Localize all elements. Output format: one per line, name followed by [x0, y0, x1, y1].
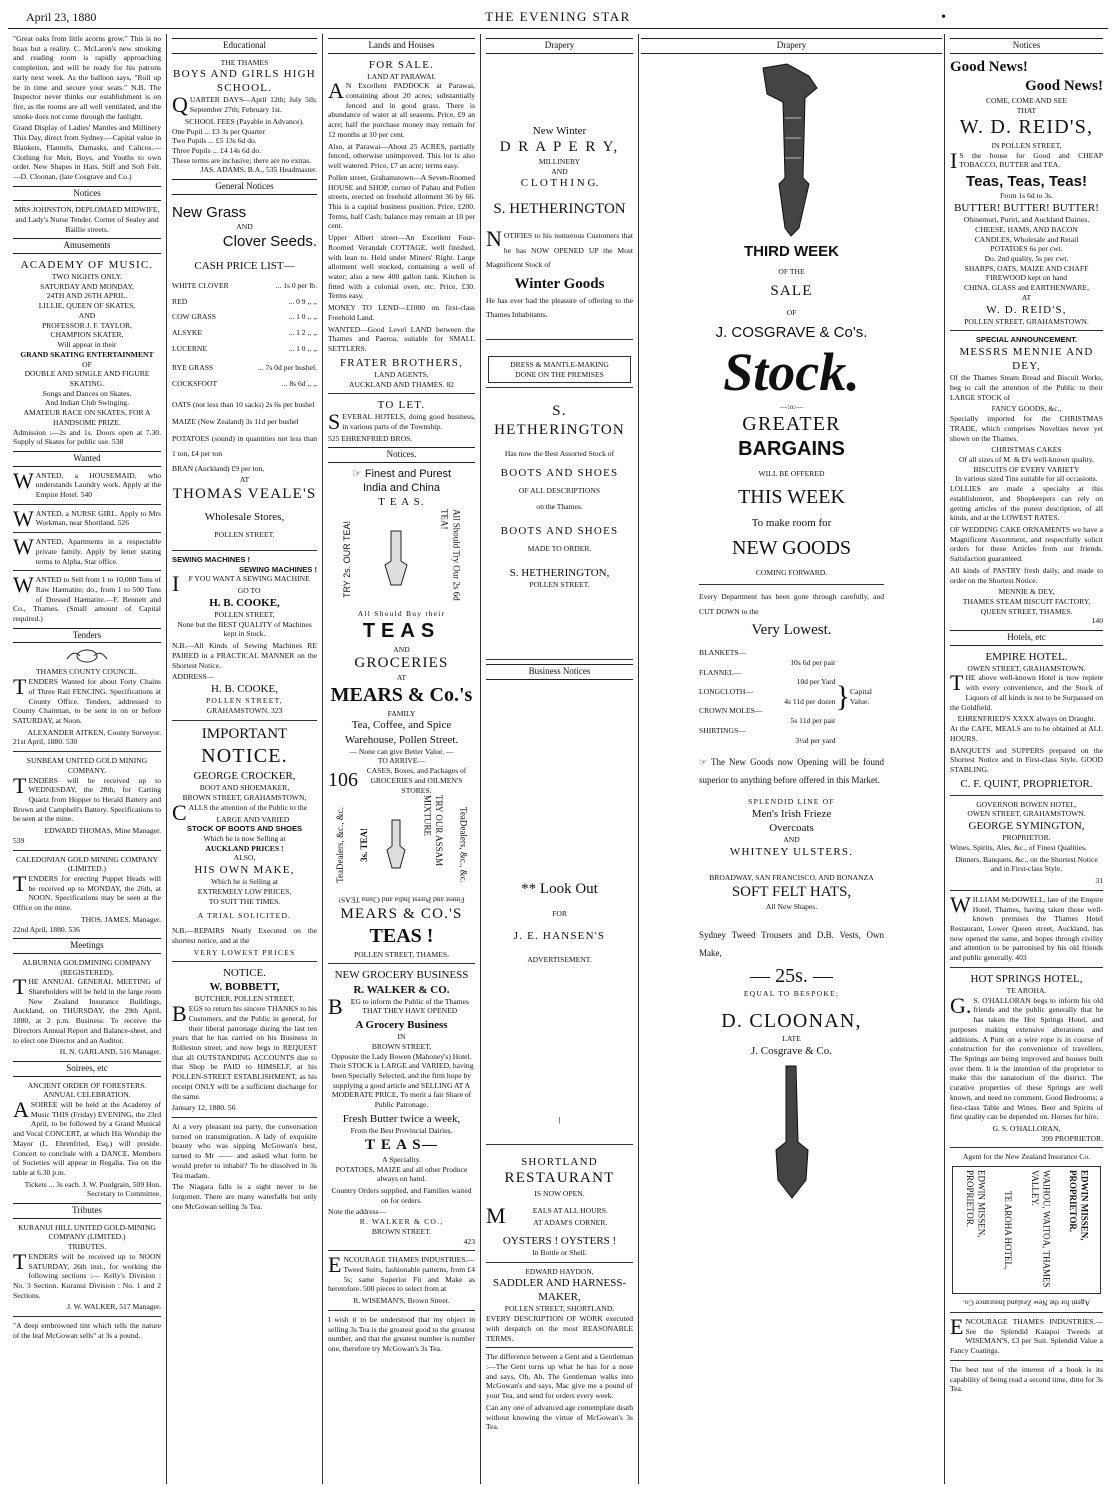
restaurant-headline: RESTAURANT — [504, 1170, 615, 1187]
pointing-hand-icon — [762, 1062, 822, 1202]
section-heading-drapery: Drapery — [641, 38, 942, 54]
column-6: Notices Good News! Good News! COME, COME AND SEE THAT W. D. REID'S, IN POLLEN STREET, IS the house for Good and CHEAP TOBACCO, BUTTER and TEA. Teas, Teas, Teas! From 1s 6d to 3s. BUTTER! BUTTER! BUTTER! Ohinemuri, Puriri, and Auckland Dairies. CHEESE, HAMS, AND BACON CANDLES, Wholesale and Retail POTATOES 6s per cwt. Do. 2nd quality, 5s per cwt. SHARPS, OATS, MAIZE AND CHAFF FIREWOOD kept on hand CHINA, GLASS and EARTHENWARE, AT W. D. REID'S, POLLEN STREET, GRAHAMSTOWN. SPECIAL ANNOUNCEMENT. MESSRS MENNIE AND DEY, Of the Thames Steam Bread and Biscuit Works, beg to call the attention of the Public to their LARGE STOCK of FANCY GOODS, &c., Specially imported for the CHRISTMAS TRADE, which comprises Novelties never yet shown on the Thames. CHRISTMAS CAKES Of all sizes of M. & D's well-known quality. BISCUITS OF EVERY VARIETY In various sized Tins suitable for all occasions. LOLLIES are made a specialty at this establishment, and Shopkeepers can rely on getting articles of the purest description, of all kinds, and at the LOWEST RATES. OF WEDDING CAKE ORNAMENTS we have a Magnificent Assortment, and respectfully solicit orders for these Articles from our friends. Satisfaction guaranteed. All kinds of PASTRY fresh daily, and made to order on the Shortest Notice. MENNIE & DEY, THAMES STEAM BISCUIT FACTORY, QUEEN STREET, THAMES. 140 Hotels, etc EMPIRE HOTEL. OWEN STREET, GRAHAMSTOWN. THE above well-known Hotel is now replete with every convenience, and the Stock of Liquors of all kinds is not to be Surpassed on the Goldfield. EHRENFRIED'S XXXX always on Draught. At the CAFE, MEALS are to be obtained at ALL HOURS. BANQUETS and SUPPERS prepared on the Shortest Notice and in First-class Style. GOOD STABLING. C. F. QUINT, PROPRIETOR. GOVERNOR BOWEN HOTEL, OWEN STREET, GRAHAMSTOWN. GEORGE SYMINGTON, PROPRIETOR. Wines, Spirits, Ales, &c., of Finest Qualities. Dinners, Banquets, &c., on the Shortest Notice and in First-class Style. 31 WILLIAM McDOWELL, late of the Empire Hotel, Thames, having taken those well-known premises the Thames Hotel Restaurant, Lower Queen street, Auckland, has now opened the same, and hopes through civility and attention to be patronised by his old friends and public generally. 403 HOT SPRINGS HOTEL, TE AROHA. G.S. O'HALLORAN begs to inform his old friends and the public generally that he has taken the Hot Springs Hotel, and purposes making extensive alterations and additions. A Punt on a wire rope is in course of construction for the convenience of travellers. The Springs are being improved and houses built over them. It is the intention of the proprietor to make this the sanatorium of the district. The curative properties of these Springs are well known, and need no comment. Good Bedrooms; a first-class Table and Wines. Beer and Spirits of first quality can be depended on. Horses for hire. G. S. O'HALLORAN, 399 PROPRIETOR. Agent for the New Zealand Insurance Co. EDWIN MISSEN, PROPRIETOR. TE AROHA HOTEL, WAIHOU, WAITOA, THAMES VALLEY. EDWIN MISSEN, PROPRIETOR. Agent for the New Zealand Insurance Co. ENCOURAGE THAMES INDUSTRIES.—See the Splendid Kaiapoi Tweeds at WISEMAN'S, £3 per Suit. Splendid Value a Fancy Coatings. The best test of the interest of a book is its capability of being read a second time, ditto for 3s Tea. — [950, 40, 1103, 1394]
cloonan-name: D. CLOONAN, — [721, 1009, 862, 1032]
pointing-hand-icon — [757, 58, 827, 238]
stock-headline: Stock. — [723, 341, 860, 402]
section-heading-notices: Notices — [13, 186, 161, 202]
council-tender: TENDERS Wanted for about Forty Chains of Three Rail FENCING. Specifications at County Office. Tenders, addressed to County Chairman, to be sent in on or before SATURDAY, at Noon. — [13, 674, 161, 725]
price-item: SHIRTINGS— 3½d per yard — [699, 725, 836, 745]
foresters-title: ANCIENT ORDER OF FORESTERS. — [27, 1080, 147, 1090]
mcgowan-note: "Great oaks from little acorns grow." This is no hoax but a reality. C. McLaren's new smoking and reading room is rapidly approaching completion, and will be ready for his patrons early next week. As the balloon says, "Roll up be in time and secure your seats." N.B. The Inspector never thinks our establishment is on fire, as the rooms are all well ventilated, and the smoke does not come through the fanlight. — [13, 34, 161, 121]
price-row: RED ... 0 9 ,, ,, — [172, 296, 317, 306]
frater-name: FRATER BROTHERS, — [339, 356, 464, 369]
section-heading-meetings: Meetings — [13, 938, 161, 954]
divider-dot: | — [558, 1114, 561, 1124]
johnston-ad: MRS JOHNSTON, DEPLOMAED MIDWIFE, and Lady's Nurse Tender. Corner of Sealey and Baillie streets. — [14, 205, 160, 234]
mcgowan-note: "A deep embrowned tint which tells the nature of the leaf McGowan sells" at 3s a pound. — [13, 1321, 161, 1340]
section-heading-tenders: Tenders — [13, 628, 161, 644]
tea-panel: TRY 2s. OUR TEA! All Should Try Our 2s 6d TEA! — [341, 509, 462, 601]
section-heading-wanted: Wanted — [13, 451, 161, 467]
cosgrave-name: J. COSGRAVE & Co's. — [715, 324, 868, 342]
reid-name: W. D. REID'S, — [959, 116, 1094, 139]
kuranui-notice: TENDERS will be received up to NOON SATURDAY, 26th inst., for working the following sections :— Kelly's Division : No. 3 Section. Kuranui Division : No. 1 and 2 Sections. — [13, 1248, 161, 1300]
empire-hotel: EMPIRE HOTEL. — [985, 650, 1068, 663]
sunbeam-title: SUNBEAM UNITED GOLD MINING COMPANY. — [26, 756, 148, 775]
price-row: COW GRASS ... 1 0 ,, ,, — [172, 312, 317, 322]
governor-bowen-hotel: GOVERNOR BOWEN HOTEL, — [976, 799, 1077, 809]
teas-headline: TEAS — [362, 619, 441, 642]
grass-headline: New Grass — [172, 203, 247, 221]
drapery-headline: D R A P E R Y, — [499, 138, 620, 155]
te-aroha-hotel-ad: EDWIN MISSEN, PROPRIETOR. TE AROHA HOTEL, WAIHOU, WAITOA, THAMES VALLEY. EDWIN MISSEN, PROPRIETOR. — [952, 1166, 1101, 1294]
alburnia-notice: THE ANNUAL GENERAL MEETING of Shareholders will be held in the large room New Zealand Insurance Buildings, Auckland, on THURSDAY, the 29th April, 1880, at 2 p.m. Business: To receive the Directors Annual Report and Balance-sheet, and to elect one Director and an Auditor. — [13, 974, 161, 1045]
bargains-headline: BARGAINS — [738, 438, 845, 461]
column-1: "Great oaks from little acorns grow." This is no hoax but a reality. C. McLaren's new smoking and reading room is rapidly approaching completion, and will be ready for his patrons early next week. As the balloon says, "Roll up be in time and secure your seats." N.B. The Inspector never thinks our establishment is on fire, as the rooms are all well ventilated, and the smoke does not come through the fanlight. Grand Display of Ladies' Mantles and Millinery This Day, direct from Sydney.—Capital value in Blankets, Flannels, Damasks, and Calicos.—Clothing for Men, Boys, and Youths to own order. New Shapes in Hats, Stiff and Soft Felt.—D. Cloonan, (late Cosgrave and Co.) Notices MRS JOHNSTON, DEPLOMAED MIDWIFE, and Lady's Nurse Tender. Corner of Sealey and Baillie streets. Amusements ACADEMY OF MUSIC. TWO NIGHTS ONLY. SATURDAY AND MONDAY, 24TH AND 26TH APRIL. LILLIE, QUEEN OF SKATES, AND PROFESSOR J. F. TAYLOR, CHAMPION SKATER, Will appear in their GRAND SKATING ENTERTAINMENT OF DOUBLE AND SINGLE AND FIGURE SKATING. Songs and Dances on Skates, And Indian Club Swinging. AMATEUR RACE ON SKATES, FOR A HANDSOME PRIZE. Admission :—2s and 1s. Doors open at 7.30. Supply of Skates for public use. 538 Wanted WANTED, a HOUSEMAID, who understands Laundry work. Apply at the Empire Hotel. 540 WANTED, a NURSE GIRL. Apply to Mrs Workman, near Shortland. 526 WANTED, Apartments in a respectable private family. Apply by letter stating terms to Alpha, Star office. WANTED to Sell from 1 to 10,000 Tons of Raw Hæmatite; do., from 1 to 500 Tons of Dressed Hæmatite.—F. Bennett and Co., Thames. (Small amount of Capital required.) Tenders THAMES COUNTY COUNCIL. TENDERS Wanted for about Forty Chains of Three Rail FENCING. Specifications at County Office. Tenders, addressed to County Chairman, to be sent in on or before SATURDAY, at Noon. ALEXANDER AITKEN, County Surveyor. 21st April, 1880. 530 SUNBEAM UNITED GOLD MINING COMPANY. TENDERS will be received up to WEDNESDAY, the 28th, for Carting Quartz from Hopper to Herald Battery and Brown and Campbell's Battery. Specifications to be seen at the mine. EDWARD THOMAS, Mine Manager. 539 CALEDONIAN GOLD MINING COMPANY (LIMITED.) TENDERS for erecting Puppet Heads will be received up to MONDAY, the 26th, at NOON. Specifications may be seen at the Office on the mine. THOS. JAMES, Manager. 22nd April, 1880. 536 Meetings ALBURNIA GOLDMINING COMPANY (REGISTERED). THE ANNUAL GENERAL MEETING of Shareholders will be held in the large room New Zealand Insurance Buildings, Auckland, on THURSDAY, the 29th April, 1880, at 2 p.m. Business: To receive the Directors Annual Report and Balance-sheet, and to elect one Director and an Auditor. H. N. GARLAND, 516 Manager. Soirees, etc ANCIENT ORDER OF FORESTERS. ANNUAL CELEBRATION. ASOIREE will be held at the Academy of Music THIS (Friday) EVENING, the 23rd April, to be followed by a Grand Musical and Vocal CONCERT, at which His Worship the Mayor (L. Ehrenfried, Esq.) will preside. Concert to conclude with a DANCE. Members of Societies will appear in Regalia. Tea on the table at 6.30 p.m. Tickets ... 3s each. J. W. Poulgrain, 509 Hon. Secretary to Committee. Tributes KURANUI HILL UNITED GOLD-MINING COMPANY (LIMITED.) TRIBUTES. TENDERS will be received up to NOON SATURDAY, 26th inst., for working the following sections :— Kelly's Division : No. 3 Section. Kuranui Division : No. 1 and 2 Sections. J. W. WALKER, 517 Manager. "A deep embrowned tint which tells the nature of the leaf McGowan sells" at 3s a pound. — [13, 34, 161, 1340]
sewing-headline: SEWING MACHINES ! — [172, 555, 251, 565]
masthead-dot: • — [941, 10, 946, 25]
price-row: COCKSFOOT ... 8s 6d ,, ,, — [172, 379, 317, 389]
column-5: Drapery THIRD WEEK OF THE SALE OF J. COSGRAVE & Co's. Stock. —:o:— GREATER BARGAINS WILL BE OFFERED THIS WEEK To make room for NEW GOODS COMING FORWARD. Every Department has been gone through carefully, and CUT DOWN to the Very Lowest. BLANKETS— 10s 6d per pair FLANNEL— 10d per Yard LONGCLOTH— 4s 11d per dozen CROWN MOLES— 5s 11d per pair SHIRTINGS— 3½d per yard } Capital Value. ☞ The New Goods now Opening will be found superior to anything before offered in this Market. SPLENDID LINE OF Men's Irish Frieze Overcoats AND WHITNEY ULSTERS. BROADWAY, SAN FRANCISCO, AND BONANZA SOFT FELT HATS, All New Shapes. Sydney Tweed Trousers and D.B. Vests, Own Make, — 25s. — EQUAL TO BESPOKE; D. CLOONAN, LATE J. Cosgrave & Co. — [639, 34, 944, 1484]
section-heading-soirees: Soirees, etc — [13, 1061, 161, 1077]
price-row: LUCERNE ... 1 0 ,, ,, — [172, 343, 317, 353]
hot-springs-hotel: HOT SPRINGS HOTEL, — [970, 972, 1083, 985]
lookout-headline: ** Look Out — [521, 880, 598, 897]
section-heading-general-notices: General Notices — [172, 179, 317, 195]
section-heading-tributes: Tributes — [13, 1203, 161, 1219]
price-row: WHITE CLOVER ... 1s 0 per lb. — [172, 280, 317, 290]
column-2: Educational THE THAMES BOYS AND GIRLS HIGH SCHOOL. QUARTER DAYS—April 12th; July 5th; September 27th; February 1st. SCHOOL FEES (Payable in Advance). One Pupil ... £3 3s per Quarter Two Pupils ... £5 13s 6d do. Three Pupils ... £4 14s 6d do. These terms are inclusive; there are no extras. JAS. ADAMS, B.A., 535 Headmaster. General Notices New Grass AND Clover Seeds. CASH PRICE LIST— WHITE CLOVER ... 1s 0 per lb. RED ... 0 9 ,, ,, COW GRASS ... 1 0 ,, ,, ALSYKE ... 1 2 ,, ,, LUCERNE ... 1 0 ,, ,, RYE GRASS ... 7s 0d per bushel. COCKSFOOT ... 8s 6d ,, ,, OATS (not less than 10 sacks) 2s 6s per bushel MAIZE (New Zealand) 3s 11d per bushel POTATOES (sound) in quantities not less than 1 ton, £4 per ton BRAN (Auckland) £9 per ton, AT THOMAS VEALE'S Wholesale Stores, POLLEN STREET. SEWING MACHINES ! SEWING MACHINES ! IF YOU WANT A SEWING MACHINE GO TO H. B. COOKE, POLLEN STREET, None but the BEST QUALITY of Machines kept in Stock. N.B.—All Kinds of Sewing Machines RE PAIRED in a PRACTICAL MANNER on the Shortest Notice. ADDRESS— H. B. COOKE, POLLEN STREET, GRAHAMSTOWN. 323 IMPORTANT NOTICE. GEORGE CROCKER, BOOT AND SHOEMAKER, BROWN STREET, GRAHAMSTOWN, CALLS the attention of the Public to the LARGE AND VARIED STOCK OF BOOTS AND SHOES Which he is now Selling at AUCKLAND PRICES ! ALSO, HIS OWN MAKE, Which he is Selling at EXTREMELY LOW PRICES, TO SUIT THE TIMES. A TRIAL SOLICITED. N.B.—REPAIRS Neatly Executed on the shortest notice, and at the VERY LOWEST PRICES NOTICE. W. BOBBETT, BUTCHER, POLLEN STREET, BEGS to return his sincere THANKS to his Customers, and the Public in general, for their liberal patronage during the last ten years that he has carried on his Business in Rolleston street, and now begs to REQUEST that all OUTSTANDING ACCOUNTS due to that Shop be PAID to HIMSELF, at his POLLEN-STREET ESTABLISHMENT, as his receipt ONLY will be a sufficient discharge for the same. January 12, 1880. 56 At a very pleasant tea party, the conversation turned on transmigration. A lady of exquisite beauty who was sipping McGowan's best, turned to Mr —— and asked what form he would prefer to inhabit? To be dissolved in 3s Tea madam. The Niagara falls is a sight never to be forgotten. There are many waterfalls but only one McGowan selling 3s Tea. — [172, 40, 317, 1211]
section-heading-business: Business Notices — [486, 664, 633, 680]
caledonian-title: CALEDONIAN GOLD MINING COMPANY (LIMITED.) — [15, 854, 159, 874]
third-week-headline: THIRD WEEK — [744, 242, 839, 260]
section-heading-notices: Notices — [950, 38, 1103, 54]
price-list: BLANKETS— 10s 6d per pair FLANNEL— 10d per Yard LONGCLOTH— 4s 11d per dozen CROWN MOLES— 5s 11d per pair SHIRTINGS— 3½d per yard } Capital Value. — [699, 648, 872, 745]
newspaper-title: THE EVENING STAR — [485, 9, 631, 24]
veale-name: THOMAS VEALE'S — [172, 486, 317, 503]
price-item: BLANKETS— 10s 6d per pair — [699, 648, 836, 667]
section-heading-educational: Educational — [172, 38, 317, 54]
wanted-ad: WANTED, Apartments in a respectable private family. Apply by letter stating terms to Alpha, Star office. — [13, 534, 161, 566]
wanted-ad: WANTED, a HOUSEMAID, who understands Laundry work. Apply at the Empire Hotel. 540 — [13, 467, 161, 499]
pointing-hand-icon — [381, 529, 411, 589]
masthead — [8, 4, 1108, 29]
wanted-ad: WANTED to Sell from 1 to 10,000 Tons of Raw Hæmatite; do., from 1 to 500 Tons of Dressed Hæmatite.—F. Bennett and Co., Thames. (Small amount of Capital required.) — [13, 572, 161, 624]
section-heading-drapery: Drapery — [486, 38, 633, 54]
price-item: LONGCLOTH— 4s 11d per dozen — [699, 686, 836, 706]
section-heading-notices: Notices. — [328, 447, 475, 463]
wanted-ad: WANTED, a NURSE GIRL. Apply to Mrs Workman, near Shortland. 526 — [13, 505, 161, 531]
column-4: Drapery New Winter D R A P E R Y, MILLINERY AND C L O T H I N G. S. HETHERINGTON NOTIFIES to his numerous Customers that he has NOW OPENED UP the Most Magnificent Stock of Winter Goods He has ever had the pleasure of offering to the Thames Inhabitants. DRESS & MANTLE-MAKING DONE ON THE PREMISES S. HETHERINGTON Has now the Best Assorted Stock of BOOTS AND SHOES OF ALL DESCRIPTIONS on the Thames. BOOTS AND SHOES MADE TO ORDER. S. HETHERINGTON, POLLEN STREET. Business Notices ** Look Out FOR J. E. HANSEN'S ADVERTISEMENT. | SHORTLAND RESTAURANT IS NOW OPEN. MEALS AT ALL HOURS. AT ADAM'S CORNER. OYSTERS ! OYSTERS ! In Bottle or Shell. EDWARD HAYDON, SADDLER AND HARNESS-MAKER, POLLEN STREET, SHORTLAND. EVERY DESCRIPTION OF WORK executed with despatch on the most REASONABLE TERMS. The difference between a Gent and a Gentleman :—The Gent turns up what he has for a nose and says, Oh, Ah. The Gentleman walks into McGowan's and says, Mac give me a pound of your Tea, and send for orders every week. Can any one of advanced age contemplate death without knowing the virtue of McGowan's 3s Tea. — [486, 40, 633, 1432]
section-heading-lands: Lands and Houses — [328, 38, 475, 54]
price-row: ALSYKE ... 1 2 ,, ,, — [172, 327, 317, 337]
sunbeam-tender: TENDERS will be received up to WEDNESDAY, the 28th, for Carting Quartz from Hopper to Herald Battery and Brown and Campbell's Battery. Specifications to be seen at the mine. — [13, 772, 161, 824]
column-3: Lands and Houses FOR SALE. LAND AT PARAWAI. AN Excellent PADDOCK at Parawai, containing about 20 acres; substantially fenced and in good grass. There is abundance of water at all seasons. Price, £9 an acre; half the purchase money may remain for 12 months at 10 per cent. Also, at Parawai—About 25 ACRES, partially fenced, otherwise unimproved. This lot is also well watered. Price, £7 an acre; terms easy. Pollen street, Grahamstown—A Seven-Roomed HOUSE and SHOP, corner of Pahau and Pollen streets, erected on freehold allotment 36 by 66. This is a capital business position. Price, £200. Terms, half Cash; balance may remain at 10 per cent. Upper Albert street—An Excellent Four-Roomed Verandah COTTAGE, well finished, with lean to. Held under Miners' Right. Large allotment well stocked, containing a well of water; also a new 400 gallon tank. Kitchen is fitted with a colonial oven, etc. Price, £30. Terms easy. MONEY TO LEND—£1000 on first-class Freehold Land. WANTED—Good Level LAND between the Thames and Paeroa, suitable for SMALL SETTLERS. FRATER BROTHERS, LAND AGENTS, AUCKLAND AND THAMES. 82 TO LET. SEVERAL HOTELS, doing good business, in various parts of the Township. 525 EHRENFRIED BROS. Notices. ☞ Finest and Purest India and China T E A S. TRY 2s. OUR TEA! All Should Try Our 2s 6d TEA! All Should Buy their TEAS AND GROCERIES AT MEARS & Co.'s FAMILY Tea, Coffee, and Spice Warehouse, Pollen Street. — None can give Better Value. — TO ARRIVE— 106 CASES, Boxes, and Packages of GROCERIES and OILMEN'S STORES. TeaDealers, &c., &c. 3s. TEA! TRY OUR ASSAM MIXTURE TeaDealers, &c., &c. Finest and Purest India and China TEAS! MEARS & CO.'S TEAS ! POLLEN STREET, THAMES. NEW GROCERY BUSINESS R. WALKER & CO. BEG to inform the Public of the Thames THAT THEY HAVE OPENED A Grocery Business IN BROWN STREET, Opposite the Lady Bowen (Mahoney's) Hotel. Their STOCK is LARGE and VARIED, having been Specially Selected, and the firm hope by supplying a good article and SELLING AT A MODERATE PRICE, To merit a fair Share of Public Patronage. Fresh Butter twice a week, From the Best Provincial Dairies. T E A S— A Speciality. POTATOES, MAIZE and all other Produce always on hand. Country Orders supplied, and Families waited on for orders. Note the address— R. WALKER & CO., BROWN STREET. 423 ENCOURAGE THAMES INDUSTRIES.—Tweed Suits, fashionable patterns, from £4 5s; same Superior Fit and Make as heretofore. 500 pieces to select from at R. WISEMAN'S, Brown Street. I wish it to be understood that my object in selling 3s Tea is the greatest good to the greatest number, and that the greatest number is number one, therefore try McGowan's 3s Tea. — [328, 40, 475, 1354]
walker-name: R. WALKER & CO. — [353, 983, 450, 996]
alburnia-title: ALBURNIA GOLDMINING COMPANY (REGISTERED). — [22, 957, 152, 977]
caledonian-tender: TENDERS for erecting Puppet Heads will be received up to MONDAY, the 26th, at NOON. Specifications may be seen at the Office on the mine. — [13, 871, 161, 913]
hetherington-name: S. HETHERINGTON — [493, 201, 626, 218]
good-news-headline: Good News! — [950, 58, 1028, 75]
price-item: CROWN MOLES— 5s 11d per pair — [699, 706, 836, 726]
notice-heading: NOTICE. — [201, 744, 288, 767]
felt-hats-headline: SOFT FELT HATS, — [731, 883, 852, 900]
price-item: FLANNEL— 10d per Yard — [699, 667, 836, 687]
price-row: RYE GRASS ... 7s 0d per bushel. — [172, 363, 317, 373]
council-title: THAMES COUNTY COUNCIL. — [35, 667, 139, 677]
kuranui-title: KURANUI HILL UNITED GOLD-MINING COMPANY (LIMITED.) — [18, 1222, 156, 1242]
foresters-notice: ASOIREE will be held at the Academy of Music THIS (Friday) EVENING, the 23rd April, to be followed by a Grand Musical and Vocal CONCERT, at which His Worship the Mayor (L. Ehrenfried, Esq.) will preside. Concert to conclude with a DANCE. Members of Societies will appear in Regalia. Tea on the table at 6.30 p.m. — [13, 1096, 161, 1178]
special-announcement: SPECIAL ANNOUNCEMENT. — [975, 335, 1078, 345]
issue-date: April 23, 1880 — [26, 10, 97, 24]
mears-name: MEARS & Co.'s — [330, 684, 473, 707]
cloonan-note: Grand Display of Ladies' Mantles and Millinery This Day, direct from Sydney.—Capital value in Blankets, Flannels, Damasks, and Calicos.—Clothing for Men, Boys, and Youths to own order. New Shapes in Hats, Stiff and Soft Felt.—D. Cloonan, (late Cosgrave and Co.) — [13, 123, 161, 182]
dressmaking-box: DRESS & MANTLE-MAKING DONE ON THE PREMISES — [488, 356, 631, 383]
cooke-name: H. B. COOKE, — [209, 596, 280, 609]
coat-of-arms-icon — [62, 647, 112, 663]
important-heading: IMPORTANT — [201, 725, 288, 742]
academy-ad: ACADEMY OF MUSIC. TWO NIGHTS ONLY. SATURDAY AND MONDAY, 24TH AND 26TH APRIL. LILLIE, QUEEN OF SKATES, AND PROFESSOR J. F. TAYLOR, CHAMPION SKATER, Will appear in their GRAND SKATING ENTERTAINMENT OF DOUBLE AND SINGLE AND FIGURE SKATING. Songs and Dances on Skates, And Indian Club Swinging. AMATEUR RACE ON SKATES, FOR A HANDSOME PRIZE. Admission :—2s and 1s. Doors open at 7.30. Supply of Skates for public use. 538 — [13, 258, 161, 447]
finest-teas-headline: ☞ Finest and Purest — [351, 467, 452, 480]
bobbett-name: W. BOBBETT, — [209, 981, 280, 994]
school-title: THE THAMES BOYS AND GIRLS HIGH SCHOOL. — [173, 57, 316, 95]
section-heading-hotels: Hotels, etc — [950, 630, 1103, 646]
section-heading-amusements: Amusements — [13, 238, 161, 254]
pointing-hand-icon — [384, 818, 408, 872]
tea-panel: TeaDealers, &c., &c. 3s. TEA! TRY OUR ASSAM MIXTURE TeaDealers, &c., &c. — [334, 795, 469, 884]
